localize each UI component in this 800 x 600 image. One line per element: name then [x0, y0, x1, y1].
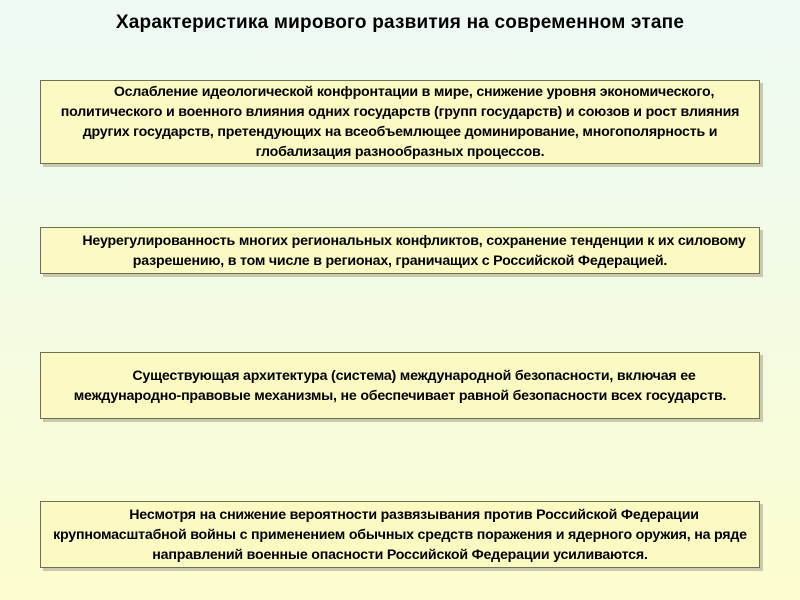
text-block-content: Существующая архитектура (система) международной безопасности, включая ее международно-правовые механизмы, не обеспечивает равной безопасности всех государств.	[73, 367, 727, 404]
text-block-content: Ослабление идеологической конфронтации в мире, снижение уровня экономического, политического и военного влияния одних государств (групп государств) и союзов и рост влияния других государств, претендующих на всеобъемлющее доминирование, многополярность и глобализация разнообразных процессов.	[60, 84, 740, 160]
text-block-regional-conflicts	[40, 227, 760, 274]
text-block-security-architecture	[40, 352, 760, 419]
text-block-content: Неурегулированность многих региональных конфликтов, сохранение тенденции к их силовому разрешению, в том числе в регионах, граничащих с Российской Федерацией.	[82, 232, 746, 269]
text-block-content: Несмотря на снижение вероятности развязывания против Российской Федерации крупномасштабной войны с применением обычных средств поражения и ядерного оружия, на ряде направлений военные опасности Российской Федерации усиливаются.	[53, 506, 747, 563]
text-block-military-dangers	[40, 501, 760, 568]
slide-title: Характеристика мирового развития на современном этапе	[115, 12, 685, 33]
text-block-ideological-confrontation	[40, 80, 760, 164]
